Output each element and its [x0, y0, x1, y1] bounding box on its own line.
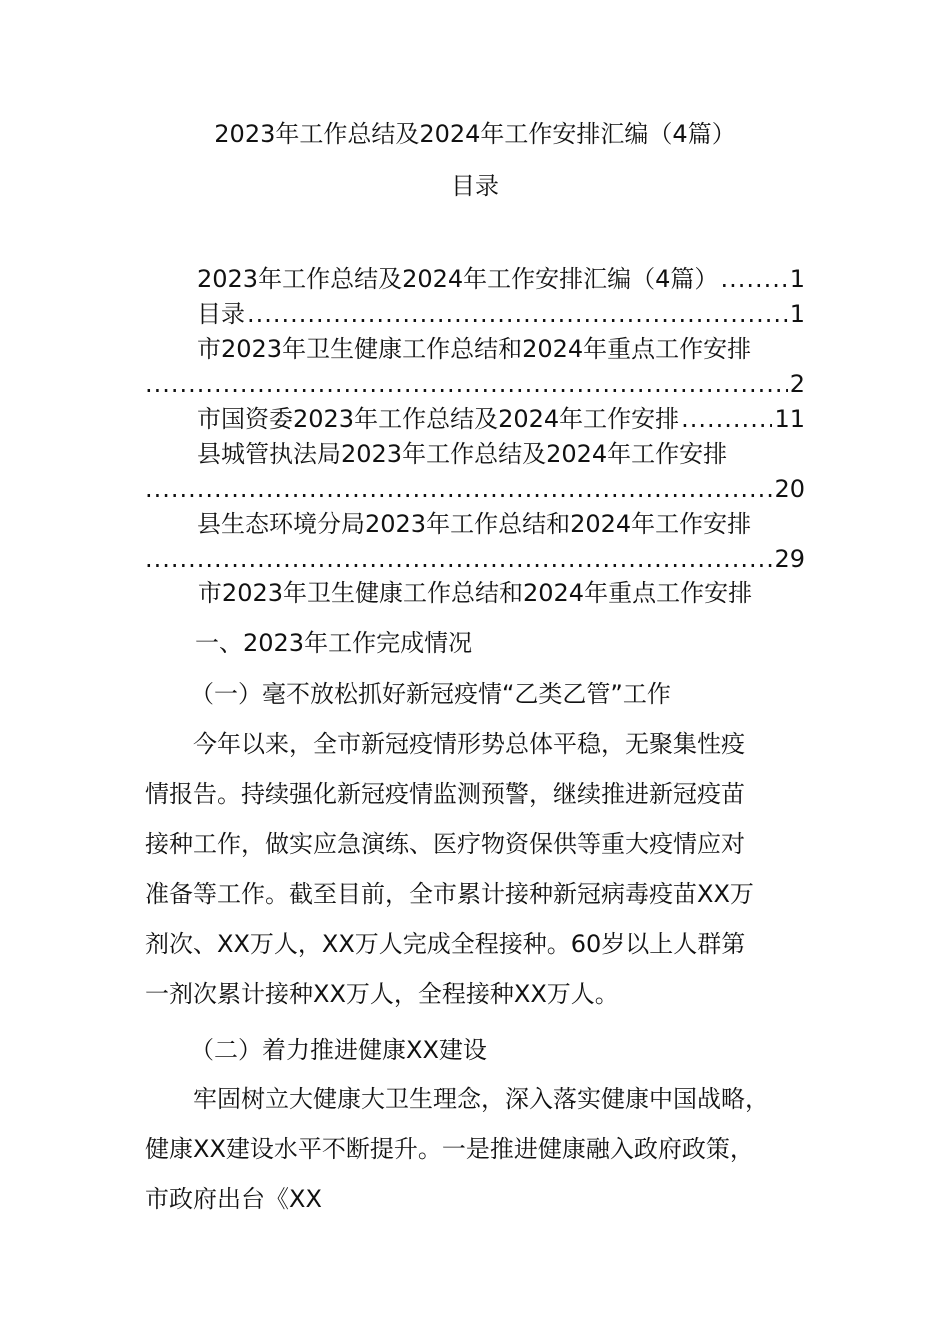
toc-entry-page: 2 — [789, 370, 805, 398]
toc-entry-title: 县城管执法局2023年工作总结及2024年工作安排 — [197, 440, 728, 468]
toc-leader-dots — [681, 402, 772, 436]
paragraph-line: 情报告。持续强化新冠疫情监测预警，继续推进新冠疫苗 — [145, 780, 745, 808]
toc-leader-dots — [720, 262, 787, 296]
paragraph — [145, 719, 835, 1019]
toc-entry-page: 1 — [789, 265, 805, 293]
paragraph-line: 剂次、XX万人，XX万人完成全程接种。60岁以上人群第 — [145, 930, 746, 958]
toc-leader-dots — [247, 297, 788, 331]
paragraph-line: 准备等工作。截至目前，全市累计接种新冠病毒疫苗XX万 — [145, 880, 754, 908]
toc-leader-dots — [145, 542, 772, 576]
toc-leader-dots — [145, 472, 772, 506]
paragraph-line: 接种工作，做实应急演练、医疗物资保供等重大疫情应对 — [145, 830, 745, 858]
toc-entry-page: 1 — [789, 300, 805, 328]
toc-heading: 目录 — [451, 172, 499, 200]
paragraph-line: 一剂次累计接种XX万人，全程接种XX万人。 — [145, 980, 619, 1008]
toc-leader-dots — [145, 367, 788, 401]
toc-entry-continuation[interactable] — [145, 472, 805, 506]
toc-entry[interactable] — [145, 262, 805, 296]
article-title: 市2023年卫生健康工作总结和2024年重点工作安排 — [197, 579, 753, 607]
toc-entry-title: 目录 — [197, 300, 245, 328]
toc-entry[interactable] — [145, 402, 805, 436]
toc-entry[interactable] — [145, 437, 805, 471]
toc-entry-page: 11 — [774, 405, 805, 433]
paragraph-line: 牢固树立大健康大卫生理念，深入落实健康中国战略， — [193, 1085, 769, 1113]
subsection-heading: （一）毫不放松抓好新冠疫情“乙类乙管”工作 — [190, 680, 671, 708]
toc-entry-continuation[interactable] — [145, 542, 805, 576]
paragraph-line: 今年以来，全市新冠疫情形势总体平稳，无聚集性疫 — [193, 730, 745, 758]
paragraph-line: 市政府出台《XX — [145, 1185, 322, 1213]
toc-entry-title: 县生态环境分局2023年工作总结和2024年工作安排 — [197, 510, 752, 538]
toc-entry[interactable] — [145, 507, 805, 541]
toc-entry-title: 市2023年卫生健康工作总结和2024年重点工作安排 — [197, 335, 752, 363]
toc-entry-title: 市国资委2023年工作总结及2024年工作安排 — [197, 405, 680, 433]
toc-entry-page: 20 — [774, 475, 805, 503]
paragraph-line: 健康XX建设水平不断提升。一是推进健康融入政府政策， — [145, 1135, 754, 1163]
toc-entry-continuation[interactable] — [145, 367, 805, 401]
subsection-heading: （二）着力推进健康XX建设 — [190, 1036, 487, 1064]
section-heading: 一、2023年工作完成情况 — [195, 629, 473, 657]
toc-entry-page: 29 — [774, 545, 805, 573]
toc-entry-title: 2023年工作总结及2024年工作安排汇编（4篇） — [197, 265, 719, 293]
paragraph — [145, 1074, 835, 1224]
document-title: 2023年工作总结及2024年工作安排汇编（4篇） — [214, 120, 736, 148]
toc-entry[interactable] — [145, 332, 805, 366]
toc-entry[interactable] — [145, 297, 805, 331]
